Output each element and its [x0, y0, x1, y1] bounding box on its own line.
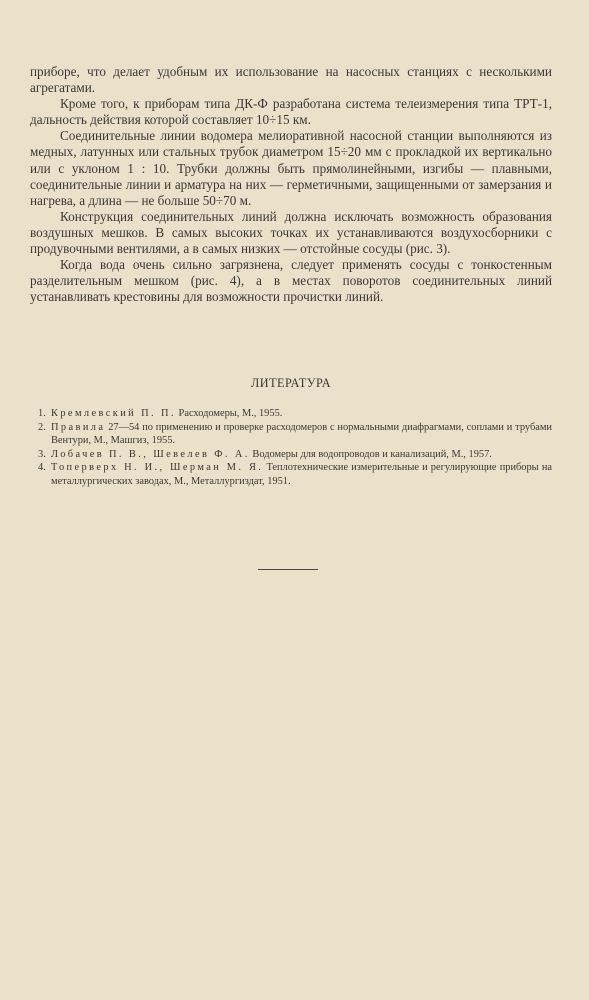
paragraph-3: Соединительные линии водомера мелиоративной насосной станции выполняются из медных, латунных или стальных трубок диаметром 15÷20 мм с прокладкой их вертикально или с уклоном 1 : 10. Трубки должны быть прямолинейными, изгибы — плавными, соединительные линии и арматура на них — герметичными, защищенными от замерзания и нагрева, а длина — не больше 50÷70 м.	[30, 128, 552, 208]
reference-number: 4.	[38, 462, 46, 474]
end-rule	[258, 569, 318, 570]
reference-author: Правила	[51, 421, 106, 433]
reference-body	[51, 448, 552, 462]
reference-item-3	[38, 448, 552, 462]
reference-number: 2.	[38, 421, 46, 433]
reference-text: Расходомеры, М., 1955.	[178, 408, 283, 419]
reference-number: 1.	[38, 408, 46, 419]
reference-author: Лобачев П. В., Шевелев Ф. А.	[51, 448, 250, 460]
reference-item-4	[38, 461, 552, 488]
paragraph-1: приборе, что делает удобным их использование на насосных станциях с несколькими агрегатами.	[30, 64, 552, 96]
reference-item-1	[38, 407, 552, 421]
body-text	[30, 64, 552, 305]
reference-author: Топерверх Н. И., Шерман М. Я.	[51, 462, 264, 474]
reference-text: Теплотехнические измерительные и регулирующие приборы на металлургических заводах, М., Металлургиздат, 1951.	[51, 462, 552, 487]
reference-text: Водомеры для водопроводов и канализаций, М., 1957.	[252, 448, 492, 460]
reference-body	[51, 407, 552, 421]
reference-body	[51, 421, 552, 448]
paragraph-4: Конструкция соединительных линий должна исключать возможность образования воздушных мешков. В самых высоких точках их устанавливаются воздухосборники с продувочными вентилями, а в самых низких — отстойные сосуды (рис. 3).	[30, 208, 552, 257]
reference-body	[51, 461, 552, 488]
references-heading: ЛИТЕРАТУРА	[251, 376, 331, 390]
reference-number: 3.	[38, 448, 46, 460]
paragraph-2: Кроме того, к приборам типа ДК-Ф разработана система телеизмерения типа ТРТ-1, дальность действия которой составляет 10÷15 км.	[30, 96, 552, 128]
reference-item-2	[38, 421, 552, 448]
reference-text: 27—54 по применению и проверке расходомеров с нормальными диафрагмами, соплами и трубами Вентури, М., Машгиз, 1955.	[51, 421, 552, 447]
paragraph-5: Когда вода очень сильно загрязнена, следует применять сосуды с тонкостенным разделительным мешком (рис. 4), а в местах поворотов соединительных линий устанавливать крестовины для возможности прочистки линий.	[30, 257, 552, 305]
references-list	[38, 407, 552, 489]
reference-author: Кремлевский П. П.	[51, 408, 176, 419]
